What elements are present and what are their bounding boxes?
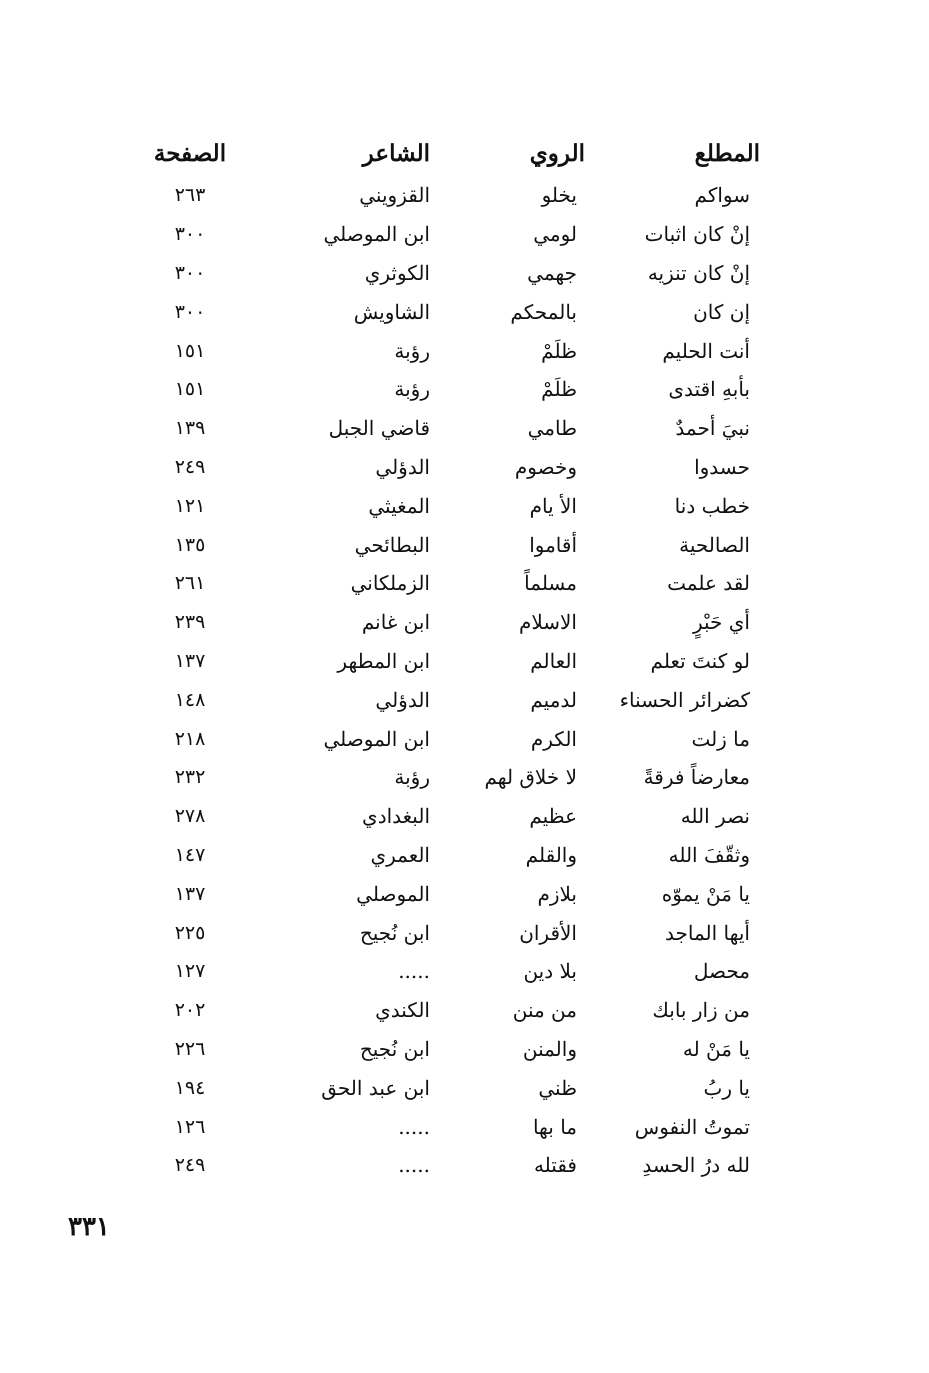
poet-cell: ابن نُجيح (359, 920, 430, 945)
poet-cell: الزملكاني (350, 571, 430, 596)
table-header (140, 130, 760, 176)
page-cell: ٣٠٠ (174, 261, 206, 284)
page-cell: ٣٠٠ (174, 223, 206, 246)
table-row (140, 836, 760, 875)
opening-cell: ما زلت (691, 726, 750, 751)
rhyme-cell: الأقران (519, 920, 577, 945)
poet-cell: الدؤلي (375, 687, 430, 712)
poet-cell: ابن الموصلي (323, 222, 430, 247)
opening-cell: خطب دنا (674, 493, 750, 518)
rhyme-cell: الأ يام (529, 493, 577, 518)
poet-cell: ابن المطهر (337, 648, 430, 673)
rhyme-cell: الاسلام (518, 610, 577, 635)
opening-cell: بأبهِ اقتدى (668, 377, 750, 402)
table-row (140, 1068, 760, 1107)
table-row (140, 952, 760, 991)
table-row (140, 525, 760, 564)
verse-index-table (140, 130, 760, 1185)
poet-cell: العمري (370, 842, 430, 867)
opening-cell: أي حَبْرٍ (692, 610, 750, 635)
rhyme-cell: الكرم (530, 726, 577, 751)
table-row (140, 1146, 760, 1185)
table-row (140, 642, 760, 681)
page-cell: ٢٣٢ (174, 766, 206, 789)
opening-cell: وثقّفَ الله (668, 842, 750, 867)
table-row (140, 448, 760, 487)
opening-cell: أيها الماجد (665, 920, 750, 945)
rhyme-cell: عظيم (529, 804, 577, 829)
page-cell: ٣٠٠ (174, 300, 206, 323)
table-row (140, 1030, 760, 1069)
table-row (140, 564, 760, 603)
header-poet: الشاعر (362, 139, 430, 167)
opening-cell: يا ربُ (703, 1075, 750, 1100)
rhyme-cell: وخصوم (514, 454, 577, 479)
rhyme-cell: ظني (538, 1075, 577, 1100)
table-row (140, 797, 760, 836)
opening-cell: حسدوا (694, 454, 750, 479)
page-cell: ٢٤٩ (174, 455, 206, 478)
table-row (140, 409, 760, 448)
header-opening: المطلع (694, 139, 760, 167)
opening-cell: لقد علمت (667, 571, 750, 596)
poet-cell: المغيثي (368, 493, 430, 518)
rhyme-cell: لدميم (530, 687, 577, 712)
page-cell: ١٤٧ (174, 843, 206, 866)
rhyme-cell: ظلَمْ (541, 377, 577, 402)
table-row (140, 215, 760, 254)
opening-cell: كضرائر الحسناء (619, 687, 750, 712)
header-rhyme: الروي (529, 139, 585, 167)
poet-cell: قاضي الجبل (328, 416, 430, 441)
rhyme-cell: بلازم (537, 881, 577, 906)
opening-cell: نبيَ أحمدٌ (675, 416, 750, 441)
table-row (140, 680, 760, 719)
table-row (140, 331, 760, 370)
opening-cell: إنْ كان اثبات (644, 222, 750, 247)
opening-cell: لو كنتَ تعلم (650, 648, 750, 673)
rhyme-cell: يخلو (541, 183, 577, 208)
table-row (140, 1107, 760, 1146)
opening-cell: تموتُ النفوس (634, 1114, 750, 1139)
rhyme-cell: بالمحكم (510, 299, 577, 324)
opening-cell: يا مَنْ يموّه (661, 881, 750, 906)
table-row (140, 991, 760, 1030)
page-cell: ٢٢٦ (174, 1037, 206, 1060)
poet-cell: الدؤلي (375, 454, 430, 479)
poet-cell: الكندي (375, 998, 430, 1023)
table-row (140, 176, 760, 215)
table-row (140, 913, 760, 952)
poet-cell: الكوثري (364, 260, 430, 285)
rhyme-cell: بلا دين (523, 959, 577, 984)
opening-cell: إن كان (693, 299, 750, 324)
page-cell: ١٣٧ (174, 649, 206, 672)
table-body (140, 176, 760, 1185)
rhyme-cell: والقلم (525, 842, 577, 867)
page-cell: ١٢١ (174, 494, 206, 517)
poet-cell: رؤبة (394, 377, 430, 402)
page-cell: ٢٧٨ (174, 805, 206, 828)
page-number: ٣٣١ (68, 1212, 110, 1242)
page-cell: ٢٢٥ (174, 921, 206, 944)
page-cell: ١٣٧ (174, 882, 206, 905)
opening-cell: محصل (693, 959, 750, 984)
poet-cell: ابن عبد الحق (321, 1075, 430, 1100)
opening-cell: من زار بابك (652, 998, 750, 1023)
opening-cell: لله درُ الحسدِ (642, 1153, 750, 1178)
rhyme-cell: أقاموا (529, 532, 577, 557)
table-row (140, 758, 760, 797)
page-cell: ١٣٩ (174, 417, 206, 440)
rhyme-cell: طامي (527, 416, 577, 441)
poet-cell: ابن نُجيح (359, 1036, 430, 1061)
page-cell: ١٢٧ (174, 960, 206, 983)
page-cell: ٢١٨ (174, 727, 206, 750)
rhyme-cell: ظلَمْ (541, 338, 577, 363)
opening-cell: الصالحية (679, 532, 750, 557)
opening-cell: معارضاً فرقةً (643, 765, 750, 790)
header-page: الصفحة (153, 139, 227, 167)
rhyme-cell: جهمي (527, 260, 577, 285)
poet-cell: رؤبة (394, 765, 430, 790)
poet-cell: الشاويش (353, 299, 430, 324)
page-cell: ٢٤٩ (174, 1154, 206, 1177)
poet-cell: البغدادي (362, 804, 430, 829)
page-cell: ١٤٨ (174, 688, 206, 711)
poet-cell: ابن الموصلي (323, 726, 430, 751)
page-cell: ١٩٤ (174, 1076, 206, 1099)
table-row (140, 254, 760, 293)
opening-cell: أنت الحليم (662, 338, 750, 363)
poet-cell: القزويني (359, 183, 430, 208)
page-cell: ١٢٦ (174, 1115, 206, 1138)
table-row (140, 719, 760, 758)
rhyme-cell: لا خلاق لهم (484, 765, 577, 790)
page-cell: ١٥١ (174, 339, 206, 362)
poet-cell: ..... (398, 959, 430, 984)
table-row (140, 603, 760, 642)
poet-cell: ابن غانم (361, 610, 430, 635)
rhyme-cell: فقتله (533, 1153, 577, 1178)
poet-cell: رؤبة (394, 338, 430, 363)
page-cell: ٢٦١ (174, 572, 206, 595)
rhyme-cell: العالم (530, 648, 577, 673)
rhyme-cell: ما بها (532, 1114, 577, 1139)
opening-cell: يا مَنْ له (682, 1036, 750, 1061)
page-cell: ٢٣٩ (174, 611, 206, 634)
rhyme-cell: والمنن (522, 1036, 577, 1061)
page-cell: ١٥١ (174, 378, 206, 401)
page-cell: ١٣٥ (174, 533, 206, 556)
table-row (140, 292, 760, 331)
poet-cell: الموصلي (356, 881, 430, 906)
page-cell: ٢٠٢ (174, 999, 206, 1022)
table-row (140, 874, 760, 913)
opening-cell: نصر الله (680, 804, 750, 829)
page-cell: ٢٦٣ (174, 184, 206, 207)
poet-cell: ..... (398, 1153, 430, 1178)
poet-cell: البطائحي (354, 532, 430, 557)
poet-cell: ..... (398, 1114, 430, 1139)
table-row (140, 486, 760, 525)
opening-cell: سواكم (694, 183, 750, 208)
rhyme-cell: من منن (512, 998, 577, 1023)
table-row (140, 370, 760, 409)
rhyme-cell: مسلماً (524, 571, 577, 596)
opening-cell: إنْ كان تنزيه (647, 260, 750, 285)
rhyme-cell: لومي (533, 222, 577, 247)
